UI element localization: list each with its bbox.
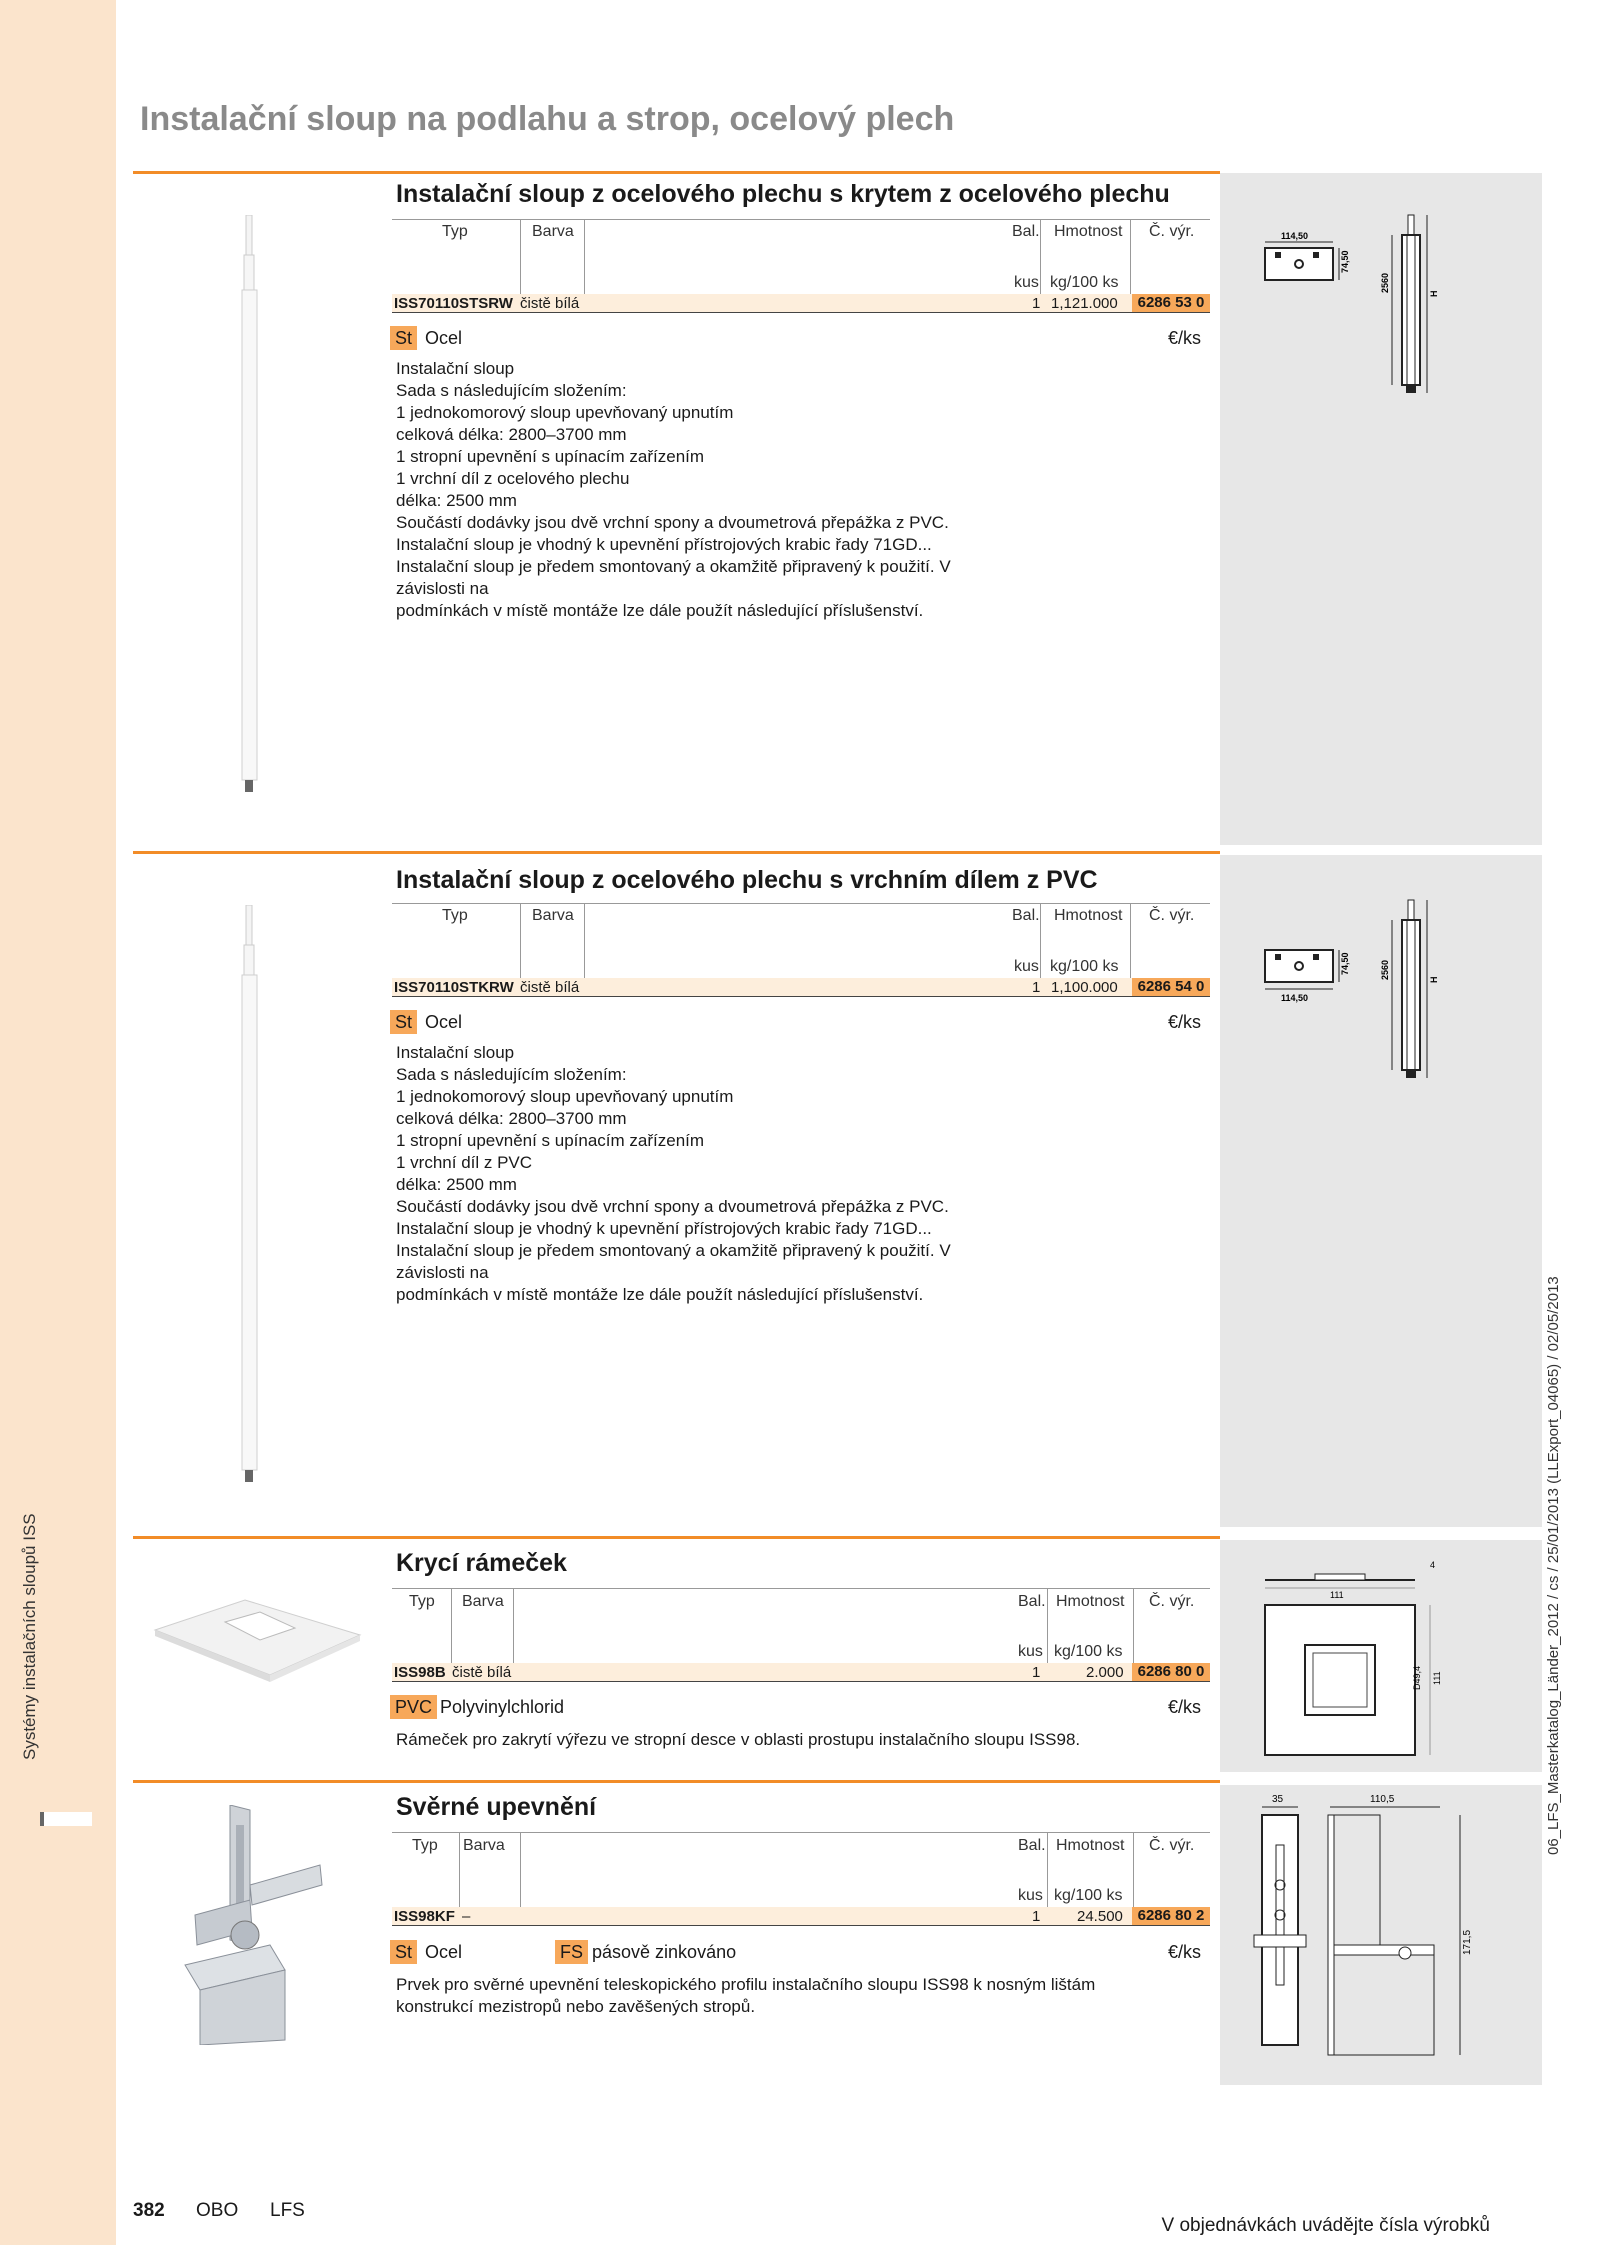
section-divider (133, 851, 1220, 854)
material-text: Ocel (425, 1942, 463, 1962)
dimension-drawing (1220, 1540, 1542, 1772)
article-number: 6286 80 0 (1132, 1663, 1210, 1681)
svg-text:114,50: 114,50 (1281, 993, 1309, 1003)
col-unit-kus: kus (1014, 958, 1039, 975)
footer-note: V objednávkách uvádějte čísla výrobků (1161, 2215, 1490, 2236)
price-unit: €/ks (1168, 1012, 1202, 1032)
svg-text:111: 111 (1432, 1671, 1442, 1685)
dimension-drawing (1220, 173, 1542, 845)
svg-text:110,5: 110,5 (1370, 1794, 1395, 1805)
material-badge-2: FS (555, 1940, 588, 1964)
svg-text:2560: 2560 (1380, 959, 1390, 980)
article-number: 6286 53 0 (1132, 294, 1210, 312)
material-badge: PVC (390, 1695, 437, 1719)
col-header-barva: Barva (532, 223, 574, 240)
product-image-clamp (170, 1805, 325, 2045)
col-header-bal: Bal. (1018, 1593, 1046, 1610)
table-row: ISS98B čistě bílá 1 2.000 6286 80 0 (392, 1663, 1210, 1682)
svg-text:35: 35 (1272, 1794, 1284, 1805)
col-header-hmotnost: Hmotnost (1054, 907, 1123, 924)
col-header-hmotnost: Hmotnost (1056, 1837, 1125, 1854)
drawing-panel (1220, 855, 1542, 1527)
col-unit-kg: kg/100 ks (1050, 274, 1119, 291)
table-row: ISS70110STSRW čistě bílá 1 1,121.000 6286 53 0 (392, 294, 1210, 313)
col-header-barva: Barva (532, 907, 574, 924)
article-number: 6286 54 0 (1132, 978, 1210, 996)
drawing-panel (1220, 1785, 1542, 2085)
sidebar-marker (40, 1812, 92, 1826)
svg-text:74,50: 74,50 (1340, 952, 1350, 975)
col-header-cvyr: Č. výr. (1149, 907, 1195, 924)
product-image-column (235, 215, 265, 800)
col-header-bal: Bal. (1018, 1837, 1046, 1854)
drawing-panel (1220, 1540, 1542, 1772)
svg-text:H: H (1429, 976, 1439, 983)
product-image-frame (150, 1590, 365, 1690)
svg-text:171,5: 171,5 (1462, 1929, 1473, 1955)
col-unit-kus: kus (1014, 274, 1039, 291)
product-description: Instalační sloup Sada s následujícím složením: 1 jednokomorový sloup upevňovaný upnutím celková délka: 2800–3700 mm 1 stropní upevnění s upínacím zařízením 1 vrchní díl z ocelového plechu délka: 2500 mm Součástí dodávky jsou dvě vrchní spony a dvoumetrová přepážka z PVC. Instalační sloup je vhodný k upevnění přístrojových krabic řady 71GD... Instalační sloup je předem smontovaný a okamžitě připravený k použití. V závislosti na podmínkách v místě montáže lze dále použít následující příslušenství. (396, 359, 951, 620)
col-header-barva: Barva (463, 1837, 505, 1854)
col-unit-kus: kus (1018, 1887, 1043, 1904)
product-image-column (235, 905, 265, 1485)
article-number: 6286 80 2 (1132, 1907, 1210, 1925)
svg-text:H: H (1429, 290, 1439, 297)
page-title: Instalační sloup na podlahu a strop, ocelový plech (140, 100, 955, 138)
col-unit-kg: kg/100 ks (1054, 1643, 1123, 1660)
price-unit: €/ks (1168, 1942, 1202, 1962)
svg-text:4: 4 (1430, 1560, 1436, 1570)
section-divider (133, 171, 1220, 174)
col-header-typ: Typ (412, 1837, 438, 1854)
col-header-hmotnost: Hmotnost (1054, 223, 1123, 240)
col-header-bal: Bal. (1012, 907, 1040, 924)
material-text: Polyvinylchlorid (440, 1697, 565, 1717)
product-description: Instalační sloup Sada s následujícím složením: 1 jednokomorový sloup upevňovaný upnutím celková délka: 2800–3700 mm 1 stropní upevnění s upínacím zařízením 1 vrchní díl z PVC délka: 2500 mm Součástí dodávky jsou dvě vrchní spony a dvoumetrová přepážka z PVC. Instalační sloup je vhodný k upevnění přístrojových krabic řady 71GD... Instalační sloup je předem smontovaný a okamžitě připravený k použití. V závislosti na podmínkách v místě montáže lze dále použít následující příslušenství. (396, 1043, 951, 1304)
col-header-typ: Typ (442, 223, 468, 240)
section-divider (133, 1536, 1220, 1539)
table-row: ISS98KF – 1 24.500 6286 80 2 (392, 1907, 1210, 1926)
footer-brand: OBO (196, 2200, 239, 2221)
material-badge: St (390, 326, 417, 350)
material-badge: St (390, 1010, 417, 1034)
dimension-drawing (1220, 855, 1542, 1527)
col-header-typ: Typ (442, 907, 468, 924)
svg-text:D49,4: D49,4 (1412, 1665, 1422, 1690)
product-description: Rámeček pro zakrytí výřezu ve stropní desce v oblasti prostupu instalačního sloupu ISS98. (396, 1730, 1081, 1749)
product-description: Prvek pro svěrné upevnění teleskopického profilu instalačního sloupu ISS98 k nosným lištám konstrukcí mezistropů nebo zavěšených stropů. (396, 1975, 1096, 2016)
svg-text:74,50: 74,50 (1340, 250, 1350, 273)
price-unit: €/ks (1168, 328, 1202, 348)
col-header-typ: Typ (409, 1593, 435, 1610)
section-title: Instalační sloup z ocelového plechu s vrchním dílem z PVC (396, 866, 1098, 894)
price-unit: €/ks (1168, 1697, 1202, 1717)
dimension-drawing (1220, 1785, 1542, 2085)
section-title: Instalační sloup z ocelového plechu s krytem z ocelového plechu (396, 180, 1170, 208)
col-unit-kg: kg/100 ks (1054, 1887, 1123, 1904)
svg-text:114,50: 114,50 (1281, 231, 1309, 241)
material-text: Ocel (425, 1012, 463, 1032)
col-header-hmotnost: Hmotnost (1056, 1593, 1125, 1610)
col-unit-kus: kus (1018, 1643, 1043, 1660)
page-number: 382 (133, 2200, 165, 2221)
col-header-cvyr: Č. výr. (1149, 1837, 1195, 1854)
drawing-panel (1220, 173, 1542, 845)
svg-text:2560: 2560 (1380, 272, 1390, 293)
col-header-barva: Barva (462, 1593, 504, 1610)
sidebar: Systémy instalačních sloupů ISS (0, 0, 116, 2245)
col-header-cvyr: Č. výr. (1149, 223, 1195, 240)
table-row: ISS70110STKRW čistě bílá 1 1,100.000 6286 54 0 (392, 978, 1210, 997)
col-header-bal: Bal. (1012, 223, 1040, 240)
section-title: Krycí rámeček (396, 1549, 567, 1577)
col-header-cvyr: Č. výr. (1149, 1593, 1195, 1610)
section-title: Svěrné upevnění (396, 1793, 597, 1821)
material-text-2: pásově zinkováno (592, 1942, 737, 1962)
footer-series: LFS (270, 2200, 305, 2221)
material-badge: St (390, 1940, 417, 1964)
section-divider (133, 1780, 1220, 1783)
material-text: Ocel (425, 328, 463, 348)
svg-text:111: 111 (1330, 1590, 1344, 1600)
col-unit-kg: kg/100 ks (1050, 958, 1119, 975)
